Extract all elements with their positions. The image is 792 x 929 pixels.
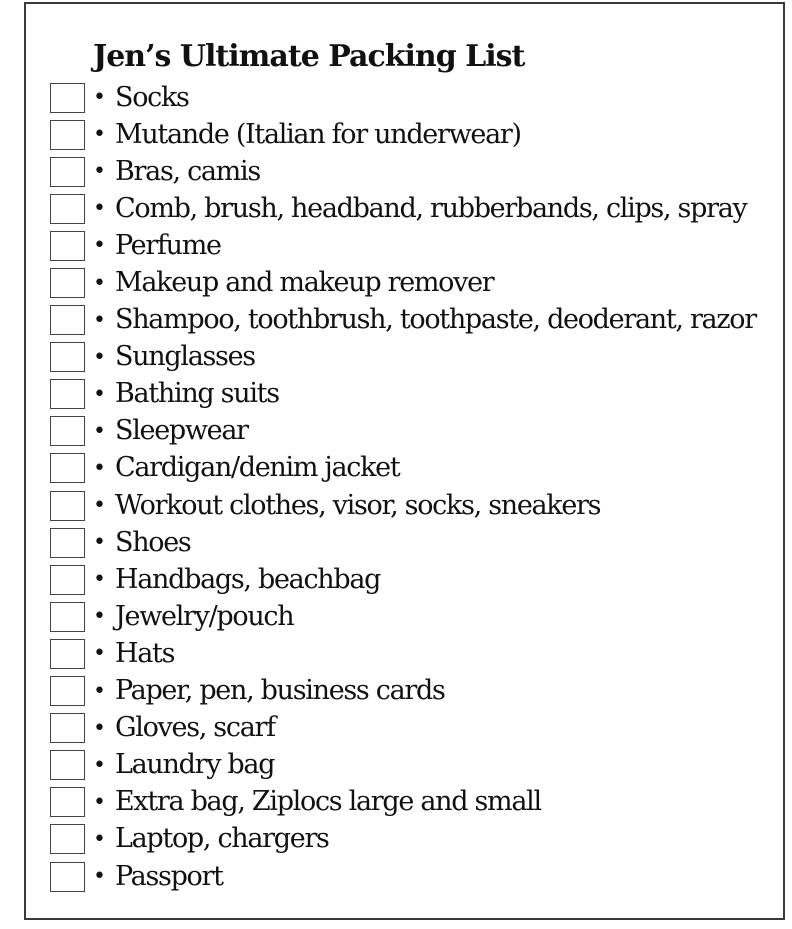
checkbox[interactable] [50,787,85,817]
bullet-icon: • [93,418,106,444]
list-item [50,450,756,487]
item-label: Shoes [115,526,191,558]
checkbox[interactable] [50,231,85,261]
bullet-icon: • [93,715,106,741]
list-item [50,710,756,747]
checkbox[interactable] [50,83,85,113]
checkbox[interactable] [50,528,85,558]
item-label: Bras, camis [115,155,260,187]
bullet-icon: • [93,826,106,852]
checkbox[interactable] [50,120,85,150]
bullet-icon: • [93,493,106,519]
list-item [50,524,756,561]
checkbox[interactable] [50,565,85,595]
bullet-icon: • [93,641,106,667]
checkbox[interactable] [50,379,85,409]
item-label: Cardigan/denim jacket [115,452,400,484]
item-label: Workout clothes, visor, socks, sneakers [115,489,601,521]
list-item [50,227,756,264]
bullet-icon: • [93,85,106,111]
item-label: Paper, pen, business cards [115,675,445,707]
checkbox[interactable] [50,416,85,446]
bullet-icon: • [93,196,106,222]
list-item [50,413,756,450]
item-label: Comb, brush, headband, rubberbands, clips, spray [115,192,747,224]
list-item [50,598,756,635]
list-item [50,635,756,672]
checkbox[interactable] [50,862,85,892]
list-item [50,784,756,821]
bullet-icon: • [93,752,106,778]
list-item [50,339,756,376]
bullet-icon: • [93,270,106,296]
item-label: Gloves, scarf [115,712,275,744]
bullet-icon: • [93,159,106,185]
checkbox[interactable] [50,342,85,372]
list-item [50,153,756,190]
checkbox[interactable] [50,453,85,483]
item-label: Socks [115,81,189,113]
bullet-icon: • [93,344,106,370]
checkbox[interactable] [50,602,85,632]
item-label: Shampoo, toothbrush, toothpaste, deoderant, razor [115,304,756,336]
list-item [50,487,756,524]
checkbox[interactable] [50,824,85,854]
list-item [50,858,756,895]
list-item [50,376,756,413]
list-item [50,561,756,598]
list-item [50,673,756,710]
checkbox[interactable] [50,305,85,335]
list-item [50,190,756,227]
item-label: Laundry bag [115,749,275,781]
checkbox[interactable] [50,639,85,669]
checkbox[interactable] [50,157,85,187]
item-label: Sunglasses [115,341,255,373]
bullet-icon: • [93,864,106,890]
list-item [50,747,756,784]
bullet-icon: • [93,381,106,407]
checkbox[interactable] [50,268,85,298]
bullet-icon: • [93,122,106,148]
bullet-icon: • [93,307,106,333]
list-item [50,821,756,858]
item-label: Laptop, chargers [115,823,329,855]
bullet-icon: • [93,530,106,556]
checkbox[interactable] [50,491,85,521]
list-item [50,116,756,153]
bullet-icon: • [93,233,106,259]
item-label: Bathing suits [115,378,279,410]
checkbox[interactable] [50,194,85,224]
list-item [50,302,756,339]
bullet-icon: • [93,567,106,593]
list-item [50,264,756,301]
bullet-icon: • [93,678,106,704]
checkbox[interactable] [50,713,85,743]
packing-list [50,79,756,895]
bullet-icon: • [93,789,106,815]
item-label: Handbags, beachbag [115,563,381,595]
item-label: Hats [115,637,175,669]
checkbox[interactable] [50,676,85,706]
page-title: Jen’s Ultimate Packing List [93,39,525,74]
item-label: Sleepwear [115,415,248,447]
item-label: Jewelry/pouch [115,600,294,632]
item-label: Makeup and makeup remover [115,267,494,299]
checkbox[interactable] [50,750,85,780]
bullet-icon: • [93,455,106,481]
item-label: Mutande (Italian for underwear) [115,118,521,150]
list-item [50,79,756,116]
item-label: Perfume [115,229,221,261]
bullet-icon: • [93,604,106,630]
item-label: Extra bag, Ziplocs large and small [115,786,541,818]
item-label: Passport [115,860,223,892]
